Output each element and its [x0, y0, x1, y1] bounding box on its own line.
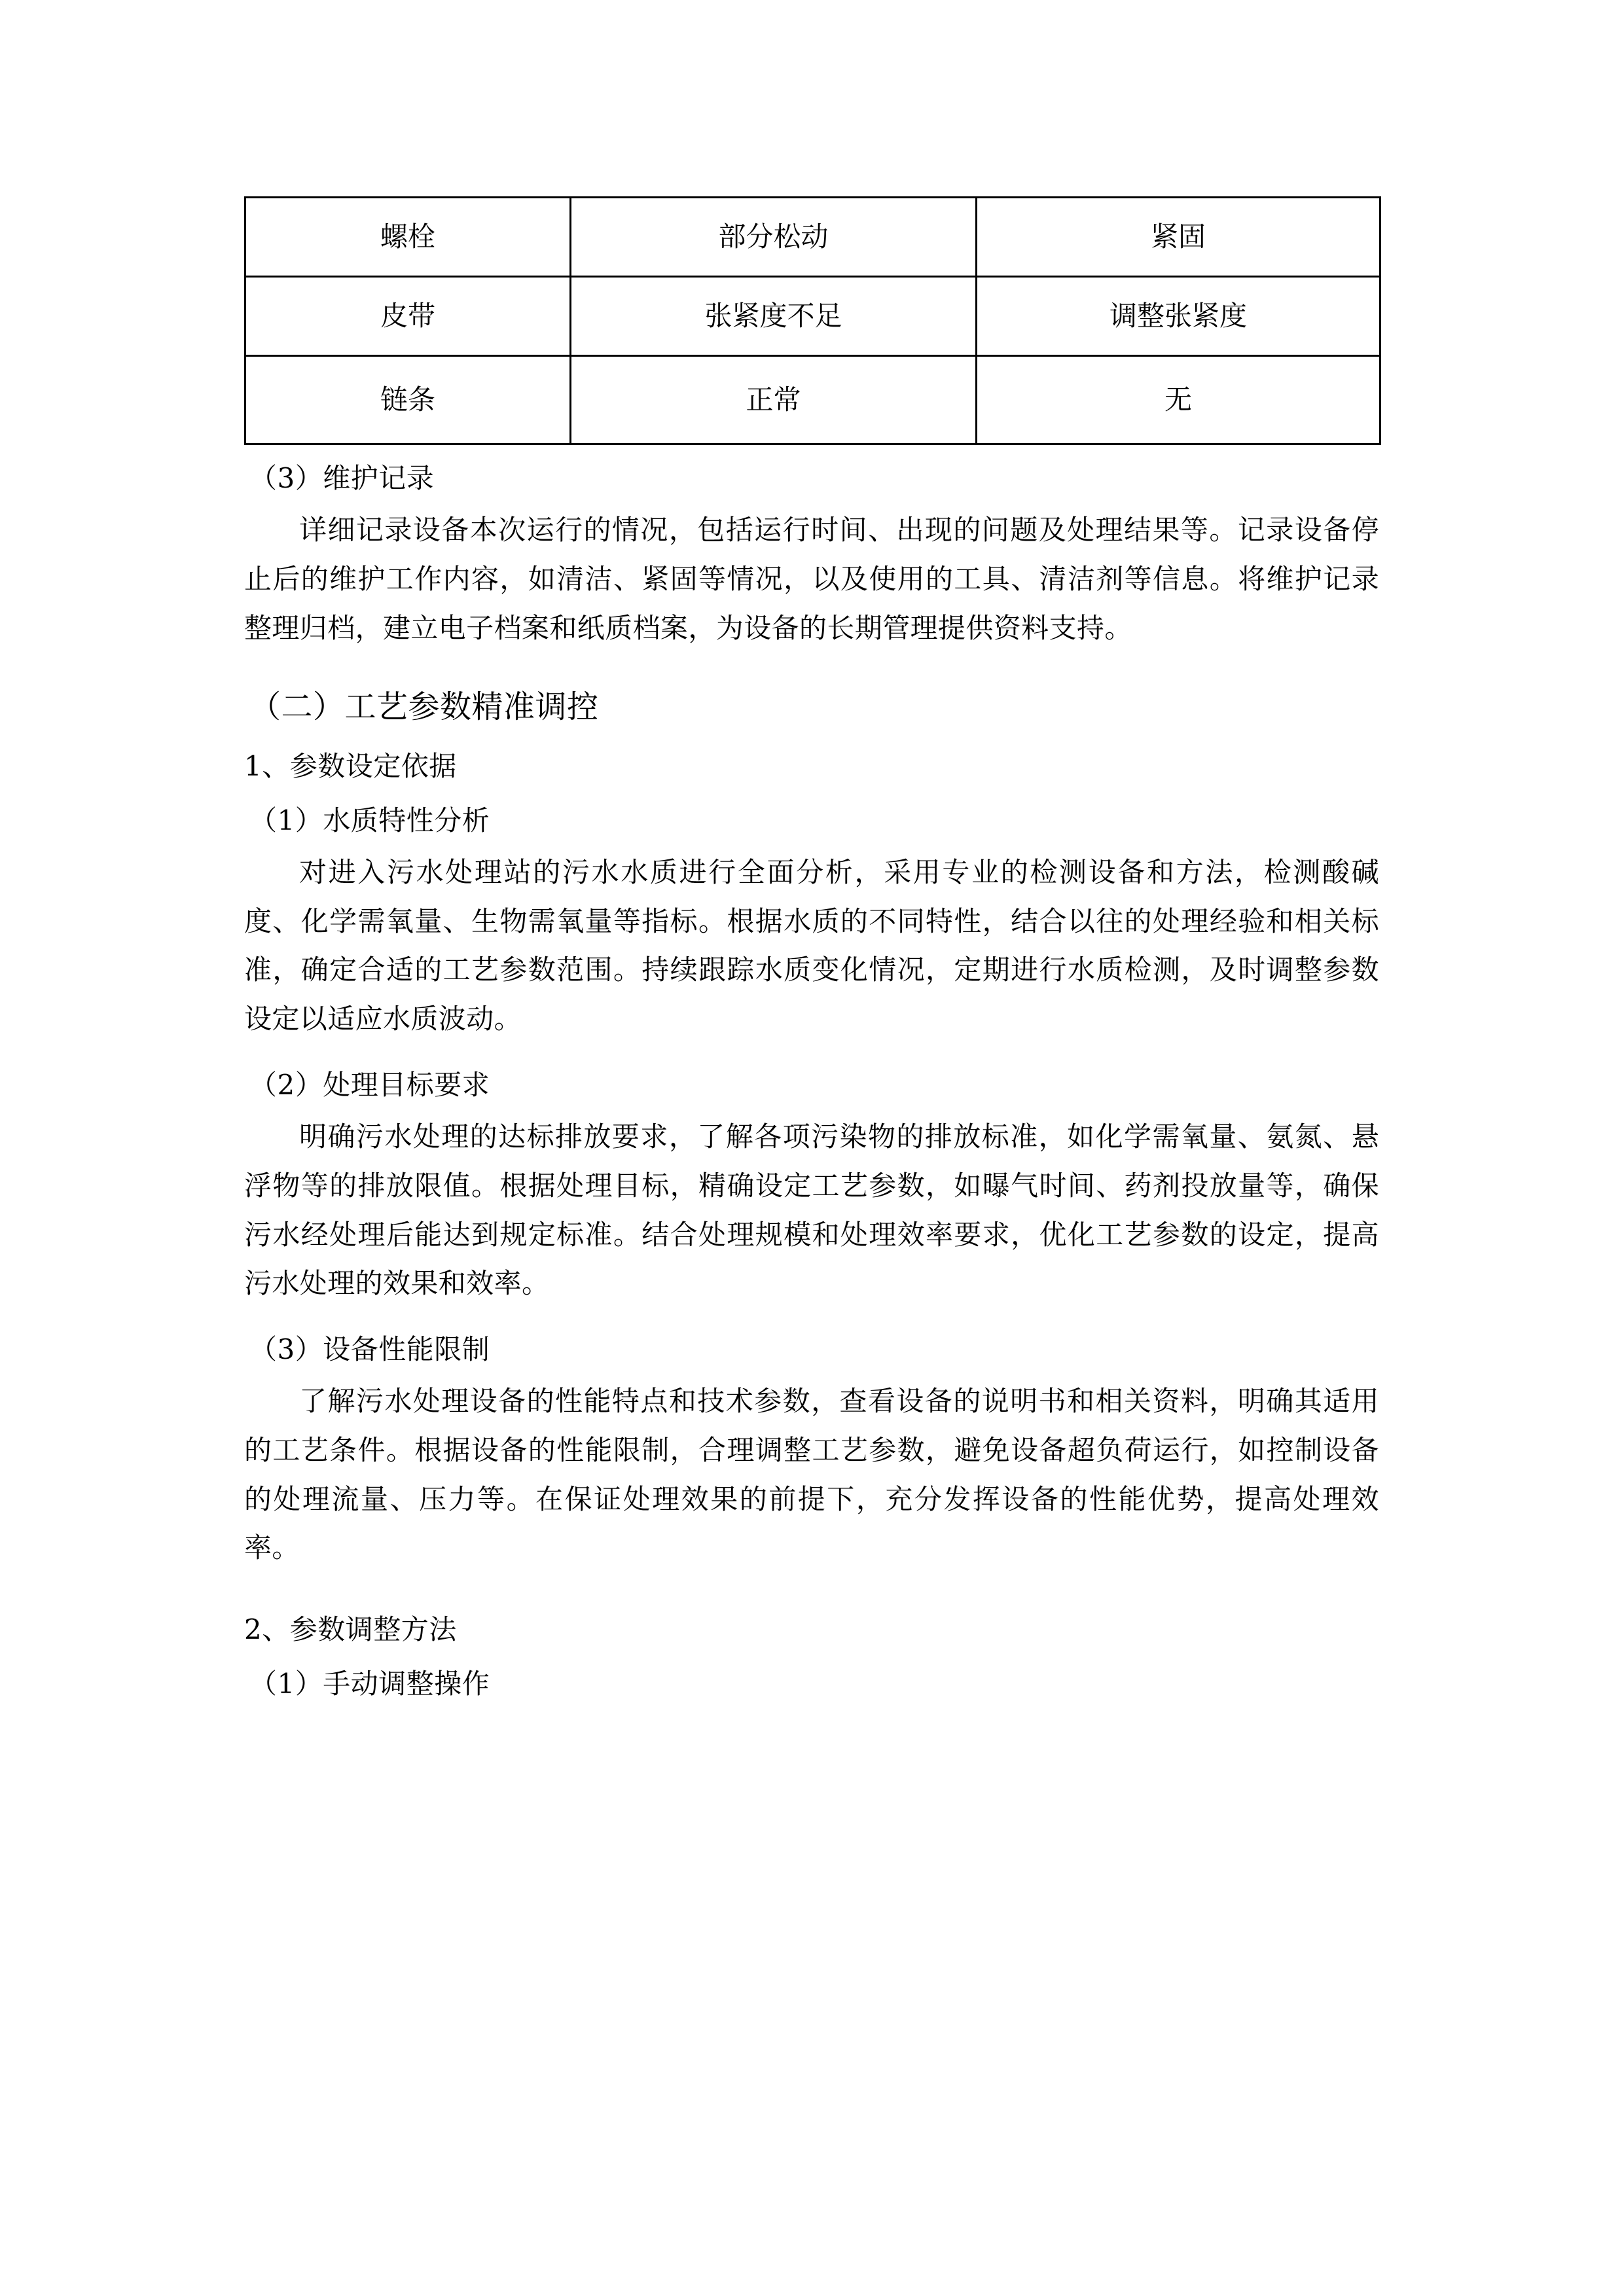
heading-item-2: 2、参数调整方法 — [244, 1613, 457, 1646]
paragraph-maintenance-record: 详细记录设备本次运行的情况，包括运行时间、出现的问题及处理结果等。记录设备停止后的维护工作内容，如清洁、紧固等情况，以及使用的工具、清洁剂等信息。将维护记录整理归档，建立电子档案和纸质档案，为设备的长期管理提供资料支持。 — [244, 514, 1379, 644]
heading-sub-1: （1）水质特性分析 — [249, 804, 490, 836]
table-row — [245, 356, 1380, 444]
table-cell-component: 螺栓 — [245, 198, 571, 277]
equipment-inspection-table — [244, 196, 1381, 445]
paragraph-sub-2: 明确污水处理的达标排放要求，了解各项污染物的排放标准，如化学需氧量、氨氮、悬浮物等的排放限值。根据处理目标，精确设定工艺参数，如曝气时间、药剂投放量等，确保污水经处理后能达到规定标准。结合处理规模和处理效率要求，优化工艺参数的设定，提高污水处理的效果和效率。 — [244, 1121, 1379, 1300]
table-cell-status: 张紧度不足 — [571, 277, 977, 356]
heading-sub-4: （1）手动调整操作 — [249, 1668, 490, 1700]
spacer — [244, 1308, 1379, 1316]
table-cell-action: 调整张紧度 — [977, 277, 1380, 356]
table-cell-action: 无 — [977, 356, 1380, 444]
table-cell-action: 紧固 — [977, 198, 1380, 277]
spacer — [244, 1573, 1379, 1595]
page-content — [244, 196, 1379, 1705]
table-row — [245, 198, 1380, 277]
heading-item-1: 1、参数设定依据 — [244, 749, 457, 782]
paragraph-sub-3: 了解污水处理设备的性能特点和技术参数，查看设备的说明书和相关资料，明确其适用的工艺条件。根据设备的性能限制，合理调整工艺参数，避免设备超负荷运行，如控制设备的处理流量、压力等。在保证处理效果的前提下，充分发挥设备的性能优势，提高处理效率。 — [244, 1385, 1379, 1564]
spacer — [244, 1044, 1379, 1052]
table-cell-component: 链条 — [245, 356, 571, 444]
table-row — [245, 277, 1380, 356]
heading-sub-3: （3）设备性能限制 — [249, 1333, 490, 1366]
heading-sub-2: （2）处理目标要求 — [249, 1068, 490, 1101]
table-cell-status: 正常 — [571, 356, 977, 444]
heading-part-two: （二）工艺参数精准调控 — [249, 689, 599, 726]
paragraph-sub-1: 对进入污水处理站的污水水质进行全面分析，采用专业的检测设备和方法，检测酸碱度、化学需氧量、生物需氧量等指标。根据水质的不同特性，结合以往的处理经验和相关标准，确定合适的工艺参数范围。持续跟踪水质变化情况，定期进行水质检测，及时调整参数设定以适应水质波动。 — [244, 855, 1379, 1035]
heading-maintenance-record: （3）维护记录 — [249, 462, 435, 494]
table-cell-status: 部分松动 — [571, 198, 977, 277]
table-cell-component: 皮带 — [245, 277, 571, 356]
